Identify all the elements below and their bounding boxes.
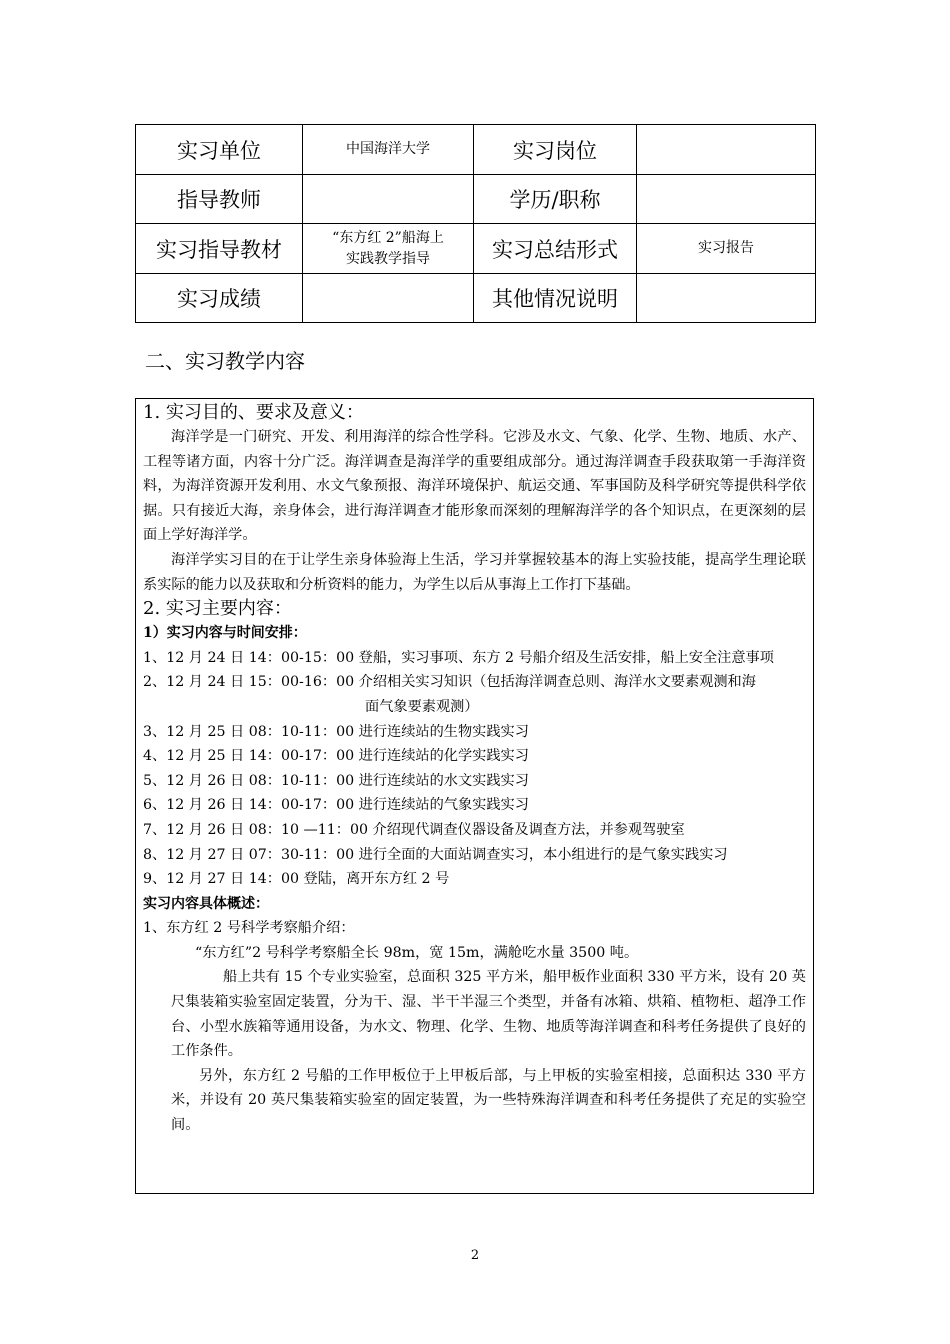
label-internship-position: 实习岗位 xyxy=(474,125,637,175)
heading-main-content: 2. 实习主要内容： xyxy=(143,598,292,620)
label-instructor: 指导教师 xyxy=(136,175,303,224)
table-row xyxy=(136,224,816,274)
value-guidance-material xyxy=(303,224,474,274)
guidance-material-line2: 实践教学指导 xyxy=(346,250,430,267)
label-summary-form: 实习总结形式 xyxy=(474,224,637,274)
paragraph: 海洋学是一门研究、开发、利用海洋的综合性学科。它涉及水文、气象、化学、生物、地质、水产、工程等诸方面，内容十分广泛。海洋调查是海洋学的重要组成部分。通过海洋调查手段获取第一手海洋资料，为海洋资源开发利用、水文气象预报、海洋环境保护、航运交通、军事国防及科学研究等提供科学依据。只有接近大海，亲身体会，进行海洋调查才能形象而深刻的理解海洋学的各个知识点，在更深刻的层面上学好海洋学。 xyxy=(143,429,806,544)
label-internship-unit: 实习单位 xyxy=(136,125,303,175)
table-row xyxy=(136,125,816,175)
paragraph: “东方红”2 号科学考察船全长 98m，宽 15m，满舱吃水量 3500 吨。 xyxy=(195,944,639,961)
schedule-item-continuation: 面气象要素观测） xyxy=(365,698,479,715)
value-internship-position xyxy=(637,125,816,175)
schedule-item: 7、12 月 26 日 08：10 —11：00 介绍现代调查仪器设备及调查方法，并参观驾驶室 xyxy=(143,821,685,838)
label-guidance-material: 实习指导教材 xyxy=(136,224,303,274)
item-title: 1、东方红 2 号科学考察船介绍： xyxy=(143,920,355,937)
value-internship-unit: 中国海洋大学 xyxy=(303,125,474,175)
value-summary-form: 实习报告 xyxy=(637,224,816,274)
value-instructor xyxy=(303,175,474,224)
schedule-item: 9、12 月 27 日 14：00 登陆，离开东方红 2 号 xyxy=(143,871,450,888)
value-education-title xyxy=(637,175,816,224)
label-other-notes: 其他情况说明 xyxy=(474,274,637,323)
paragraph: 海洋学实习目的在于让学生亲身体验海上生活，学习并掌握较基本的海上实验技能，提高学生理论联系实际的能力以及获取和分析资料的能力，为学生以后从事海上工作打下基础。 xyxy=(143,551,806,593)
page-number: 2 xyxy=(470,1248,480,1263)
heading-purpose: 1. 实习目的、要求及意义： xyxy=(143,402,364,423)
value-other-notes xyxy=(637,274,816,323)
schedule-item: 4、12 月 25 日 14：00-17：00 进行连续站的化学实践实习 xyxy=(143,748,529,765)
paragraph: 另外，东方红 2 号船的工作甲板位于上甲板后部，与上甲板的实验室相接，总面积达 330 平方米，并设有 20 英尺集装箱实验室的固定装置，为一些特殊海洋调查和科考任务提供了充足的实验空间。 xyxy=(171,1067,806,1134)
schedule-item: 6、12 月 26 日 14：00-17：00 进行连续站的气象实践实习 xyxy=(143,797,529,814)
label-grade: 实习成绩 xyxy=(136,274,303,323)
internship-info-table xyxy=(135,124,816,323)
schedule-item: 5、12 月 26 日 08：10-11：00 进行连续站的水文实践实习 xyxy=(143,772,529,789)
subheading-overview: 实习内容具体概述： xyxy=(143,895,269,912)
schedule-item: 3、12 月 25 日 08：10-11：00 进行连续站的生物实践实习 xyxy=(143,723,529,740)
paragraph: 船上共有 15 个专业实验室，总面积 325 平方米，船甲板作业面积 330 平方米，设有 20 英尺集装箱实验室固定装置，分为干、湿、半干半湿三个类型，并备有冰箱、烘箱、植物柜、超净工作台、小型水族箱等通用设备，为水文、物理、化学、生物、地质等海洋调查和科考任务提供了良好的工作条件。 xyxy=(171,969,806,1060)
table-row xyxy=(136,274,816,323)
value-grade xyxy=(303,274,474,323)
schedule-item: 2、12 月 24 日 15：00-16：00 介绍相关实习知识（包括海洋调查总则、海洋水文要素观测和海 xyxy=(143,674,756,691)
content-box xyxy=(135,398,814,1194)
schedule-item: 8、12 月 27 日 07：30-11：00 进行全面的大面站调查实习，本小组进行的是气象实践实习 xyxy=(143,846,728,863)
table-row xyxy=(136,175,816,224)
label-education-title: 学历/职称 xyxy=(474,175,637,224)
guidance-material-line1: “东方红 2”船海上 xyxy=(332,229,444,246)
section-title: 二、实习教学内容 xyxy=(145,349,305,373)
subheading-schedule: 1）实习内容与时间安排： xyxy=(143,625,307,642)
schedule-item: 1、12 月 24 日 14：00-15：00 登船，实习事项、东方 2 号船介绍及生活安排，船上安全注意事项 xyxy=(143,649,774,666)
